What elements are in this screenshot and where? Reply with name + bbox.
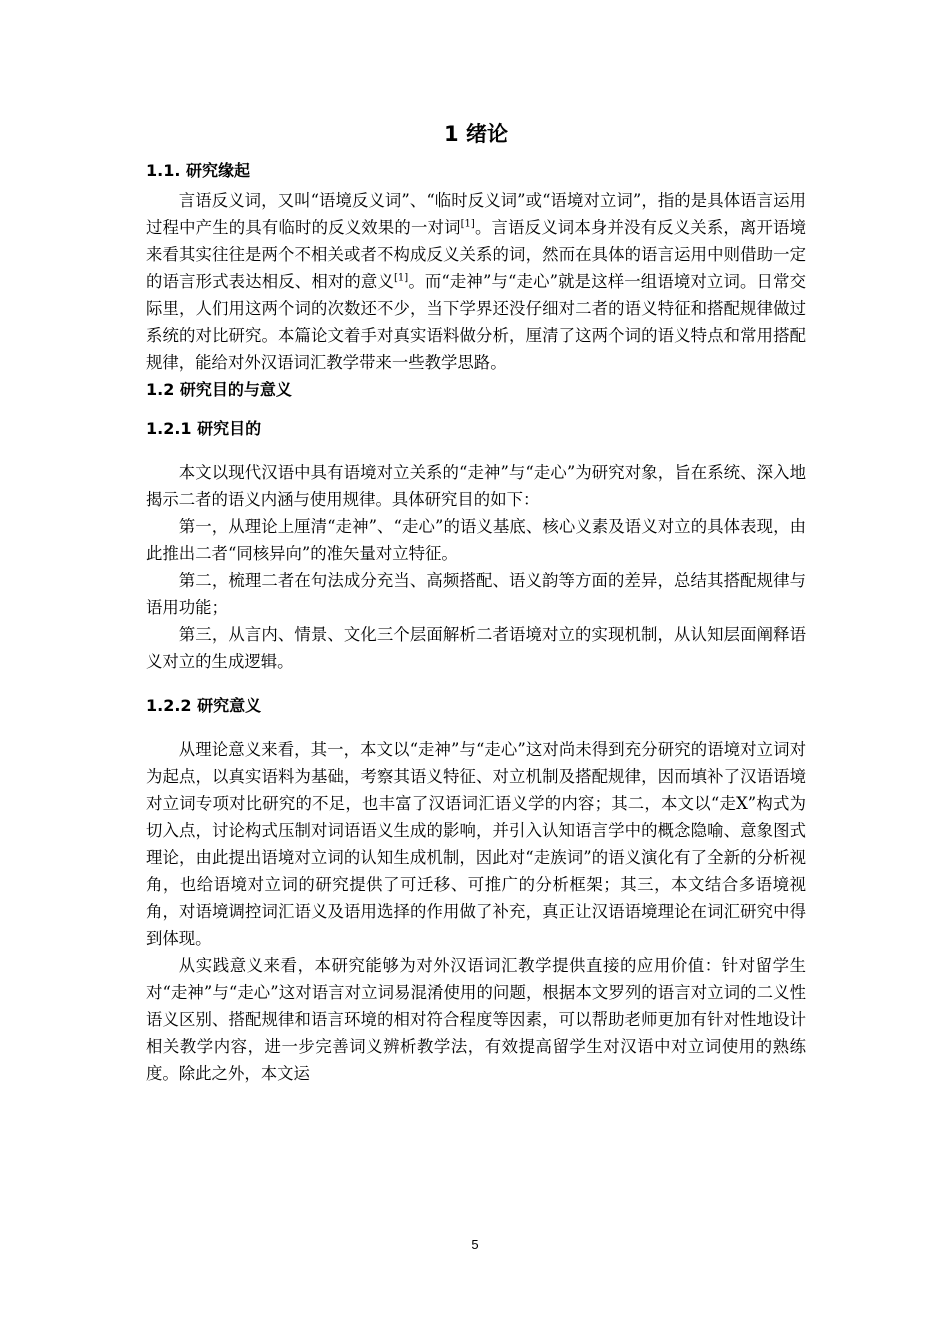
paragraph-purpose-1: 第一，从理论上厘清“走神”、“走心”的语义基底、核心义素及语义对立的具体表现，由此推出二者“同核异向”的准矢量对立特征。 xyxy=(146,517,806,563)
paragraph-text: 。而“走神”与“走心”就是这样一组语境对立词。日常交际里，人们用这两个词的次数还不少，当下学界还没仔细对二者的语义特征和搭配规律做过系统的对比研究。本篇论文着手对真实语料做分析，厘清了这两个词的语义特点和常用搭配规律，能给对外汉语词汇教学带来一些教学思路。 xyxy=(146,272,806,372)
section-heading-1-1: 1.1. 研究缘起 xyxy=(146,161,250,180)
page-content xyxy=(146,118,806,1087)
citation-marker[interactable]: [1] xyxy=(394,272,409,284)
paragraph-purpose-3: 第三，从言内、情景、文化三个层面解析二者语境对立的实现机制，从认知层面阐释语义对立的生成逻辑。 xyxy=(146,625,806,671)
chapter-title: 1 绪论 xyxy=(444,122,508,146)
paragraph-theoretical-significance: 从理论意义来看，其一，本文以“走神”与“走心”这对尚未得到充分研究的语境对立词对为起点，以真实语料为基础，考察其语义特征、对立机制及搭配规律，因而填补了汉语语境对立词专项对比研究的不足，也丰富了汉语词汇语义学的内容；其二，本文以“走X”构式为切入点，讨论构式压制对词语语义生成的影响，并引入认知语言学中的概念隐喻、意象图式理论，由此提出语境对立词的认知生成机制，因此对“走族词”的语义演化有了全新的分析视角，也给语境对立词的研究提供了可迁移、可推广的分析框架；其三，本文结合多语境视角，对语境调控词汇语义及语用选择的作用做了补充，真正让汉语语境理论在词汇研究中得到体现。 xyxy=(146,740,806,948)
page-number: 5 xyxy=(471,1237,479,1252)
section-heading-1-2-2: 1.2.2 研究意义 xyxy=(146,696,262,715)
paragraph-purpose-intro: 本文以现代汉语中具有语境对立关系的“走神”与“走心”为研究对象，旨在系统、深入地揭示二者的语义内涵与使用规律。具体研究目的如下： xyxy=(146,463,806,509)
section-heading-1-2: 1.2 研究目的与意义 xyxy=(146,380,292,399)
paragraph-purpose-2: 第二，梳理二者在句法成分充当、高频搭配、语义韵等方面的差异，总结其搭配规律与语用功能； xyxy=(146,571,806,617)
paragraph-text: 言语反义词，又叫“语境反义词”、“临时反义词”或“语境对立词”，指的是具体语言运用过程中产生的具有临时的反义效果的一对词 xyxy=(146,191,806,237)
paragraph-text: 。言语反义词本身并没有反义关系，离开语境来看其实往往是两个不相关或者不构成反义关系的词，然而在具体的语言运用中则借助一定的语言形式表达相反、相对的意义 xyxy=(146,218,807,291)
section-heading-1-2-1: 1.2.1 研究目的 xyxy=(146,419,262,438)
paragraph-practical-significance: 从实践意义来看，本研究能够为对外汉语词汇教学提供直接的应用价值：针对留学生对“走神”与“走心”这对语言对立词易混淆使用的问题，根据本文罗列的语言对立词的二义性语义区别、搭配规律和语言环境的相对符合程度等因素，可以帮助老师更加有针对性地设计相关教学内容，进一步完善词义辨析教学法，有效提高留学生对汉语中对立词使用的熟练度。除此之外，本文运 xyxy=(146,956,806,1083)
citation-marker[interactable]: [1] xyxy=(460,218,475,230)
paragraph-research-origin xyxy=(146,187,806,376)
